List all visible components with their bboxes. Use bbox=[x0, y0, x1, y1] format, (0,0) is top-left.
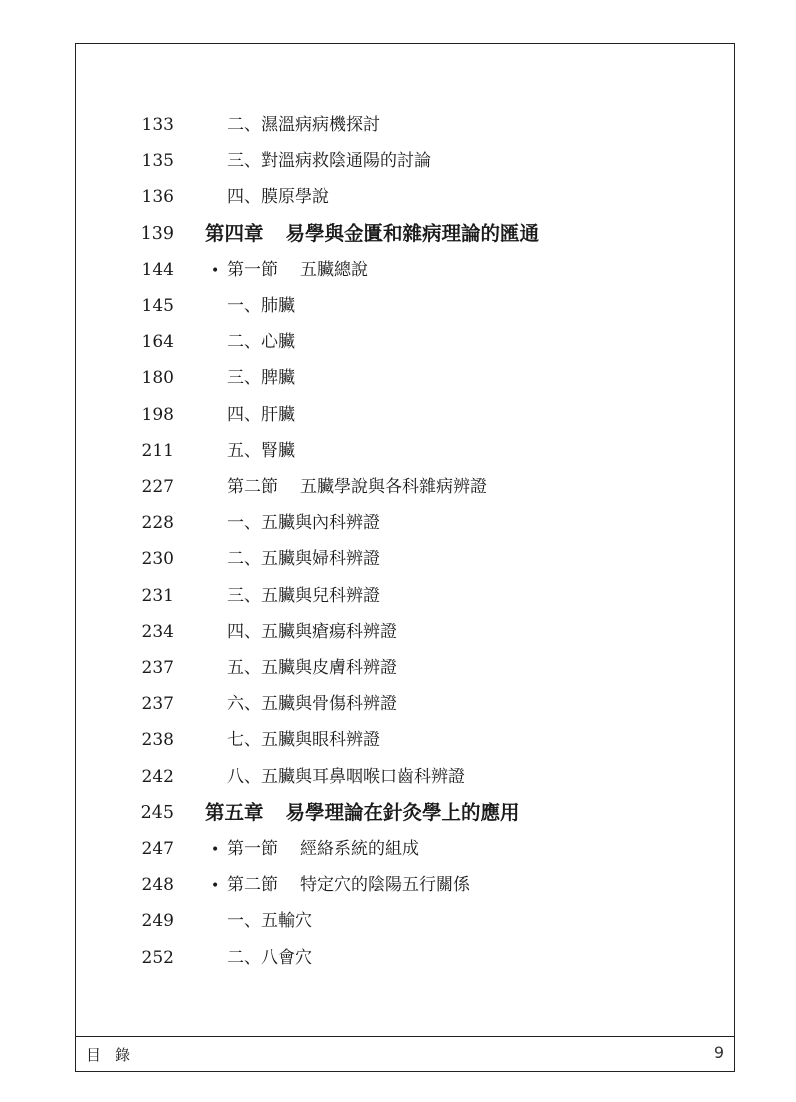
toc-entry[interactable] bbox=[76, 436, 734, 466]
entry-text: 易學與金匱和雜病理論的匯通 bbox=[285, 221, 540, 245]
entry-text: 一、肺臟 bbox=[227, 296, 295, 316]
entry-text: 易學理論在針灸學上的應用 bbox=[285, 800, 520, 824]
toc-entry[interactable] bbox=[76, 363, 734, 393]
entry-text: 四、肝臟 bbox=[227, 404, 295, 425]
toc-title bbox=[227, 182, 329, 212]
entry-text: 五、腎臟 bbox=[227, 440, 295, 461]
toc-title bbox=[227, 436, 295, 466]
toc-entry[interactable] bbox=[76, 689, 734, 719]
toc-title bbox=[227, 146, 431, 176]
bullet-icon: • bbox=[211, 878, 220, 895]
toc-entry[interactable] bbox=[76, 327, 734, 357]
entry-text: 一、五輸穴 bbox=[227, 911, 312, 932]
toc-entry[interactable] bbox=[76, 725, 734, 755]
toc-title bbox=[227, 906, 312, 936]
toc-title bbox=[227, 653, 397, 683]
entry-text: 四、膜原學說 bbox=[227, 187, 329, 208]
toc-page-number: 238 bbox=[141, 730, 174, 751]
toc-page-number: 252 bbox=[141, 947, 174, 968]
toc-entry[interactable] bbox=[76, 508, 734, 538]
toc-entry[interactable] bbox=[76, 182, 734, 212]
chapter-label: 第四章 bbox=[205, 221, 264, 245]
toc-title bbox=[227, 291, 295, 321]
toc-page-number: 228 bbox=[141, 513, 174, 534]
entry-text: 二、心臟 bbox=[227, 332, 295, 353]
toc-entry[interactable] bbox=[76, 472, 734, 502]
toc-title bbox=[227, 472, 487, 502]
toc-page-number: 144 bbox=[141, 259, 174, 280]
chapter-label: 第五章 bbox=[205, 800, 264, 824]
page-frame bbox=[75, 43, 735, 1072]
toc-entry[interactable] bbox=[76, 544, 734, 574]
toc-page-number: 248 bbox=[141, 875, 174, 896]
toc-entry[interactable] bbox=[76, 110, 734, 140]
toc-entry[interactable] bbox=[76, 581, 734, 611]
section-label: 第一節 bbox=[227, 259, 278, 280]
toc-entry[interactable] bbox=[76, 870, 734, 900]
toc-entry[interactable] bbox=[76, 146, 734, 176]
toc-title bbox=[211, 255, 368, 286]
toc-title bbox=[227, 400, 295, 430]
toc-entry[interactable] bbox=[76, 906, 734, 936]
footer-page-number: 9 bbox=[713, 1043, 724, 1062]
toc-page-number: 249 bbox=[141, 911, 174, 932]
toc-page-number: 245 bbox=[140, 802, 174, 823]
entry-text: 三、脾臟 bbox=[227, 368, 295, 389]
toc-title bbox=[227, 363, 295, 393]
toc-page-number: 227 bbox=[141, 477, 174, 497]
toc-title bbox=[227, 544, 380, 574]
entry-text: 經絡系統的組成 bbox=[300, 839, 419, 859]
entry-text: 一、五臟與內科辨證 bbox=[227, 513, 380, 534]
toc-page-number: 247 bbox=[141, 839, 174, 859]
entry-text: 八、五臟與耳鼻咽喉口齒科辨證 bbox=[227, 766, 465, 787]
toc-page-number: 211 bbox=[141, 440, 174, 461]
toc-title bbox=[227, 762, 465, 792]
toc-title bbox=[211, 834, 419, 865]
footer-divider bbox=[76, 1036, 734, 1037]
entry-text: 二、五臟與婦科辨證 bbox=[227, 549, 380, 570]
entry-text: 五臟總說 bbox=[300, 259, 368, 280]
toc-page-number: 164 bbox=[141, 332, 174, 353]
toc-entry[interactable] bbox=[76, 653, 734, 683]
section-label: 第二節 bbox=[227, 875, 278, 896]
toc-entry[interactable] bbox=[76, 400, 734, 430]
section-label: 第一節 bbox=[227, 839, 278, 859]
entry-text: 特定穴的陰陽五行關係 bbox=[300, 875, 470, 896]
toc-page-number: 133 bbox=[141, 115, 174, 135]
toc-entry[interactable] bbox=[76, 943, 734, 973]
toc-chapter-row[interactable] bbox=[76, 219, 734, 249]
entry-text: 三、對溫病救陰通陽的討論 bbox=[227, 151, 431, 172]
toc-title bbox=[227, 110, 380, 140]
toc-entry[interactable] bbox=[76, 291, 734, 321]
toc-title bbox=[211, 870, 470, 901]
bullet-icon: • bbox=[211, 262, 220, 279]
footer-label: 目錄 bbox=[86, 1046, 145, 1064]
entry-text: 四、五臟與瘡瘍科辨證 bbox=[227, 621, 397, 642]
toc-page-number: 139 bbox=[140, 223, 174, 244]
toc-page-number: 234 bbox=[141, 621, 174, 642]
toc-page-number: 198 bbox=[141, 404, 174, 425]
toc-entry[interactable] bbox=[76, 255, 734, 285]
entry-text: 七、五臟與眼科辨證 bbox=[227, 730, 380, 751]
entry-text: 二、濕溫病病機探討 bbox=[227, 115, 380, 135]
toc-page-number: 145 bbox=[141, 296, 174, 316]
toc-chapter-row[interactable] bbox=[76, 798, 734, 828]
entry-text: 五臟學說與各科雜病辨證 bbox=[300, 477, 487, 497]
entry-text: 二、八會穴 bbox=[227, 947, 312, 968]
toc-entry[interactable] bbox=[76, 617, 734, 647]
toc-title bbox=[205, 798, 520, 828]
toc-page-number: 180 bbox=[141, 368, 174, 389]
toc-title bbox=[227, 581, 380, 611]
toc-title bbox=[227, 943, 312, 973]
toc-page-number: 237 bbox=[141, 658, 174, 678]
toc-page-number: 231 bbox=[141, 585, 174, 606]
toc-title bbox=[227, 508, 380, 538]
entry-text: 五、五臟與皮膚科辨證 bbox=[227, 658, 397, 678]
table-of-contents bbox=[76, 44, 734, 1071]
toc-page-number: 237 bbox=[141, 694, 174, 715]
toc-page-number: 230 bbox=[141, 549, 174, 570]
toc-page-number: 242 bbox=[141, 766, 174, 787]
toc-page-number: 136 bbox=[141, 187, 174, 208]
toc-title bbox=[227, 327, 295, 357]
toc-title bbox=[227, 725, 380, 755]
entry-text: 三、五臟與兒科辨證 bbox=[227, 585, 380, 606]
toc-title bbox=[227, 689, 397, 719]
bullet-icon: • bbox=[211, 842, 220, 858]
section-label: 第二節 bbox=[227, 477, 278, 497]
entry-text: 六、五臟與骨傷科辨證 bbox=[227, 694, 397, 715]
toc-title bbox=[227, 617, 397, 647]
toc-entry[interactable] bbox=[76, 834, 734, 864]
toc-entry[interactable] bbox=[76, 762, 734, 792]
toc-page-number: 135 bbox=[141, 151, 174, 172]
toc-title bbox=[205, 219, 539, 249]
